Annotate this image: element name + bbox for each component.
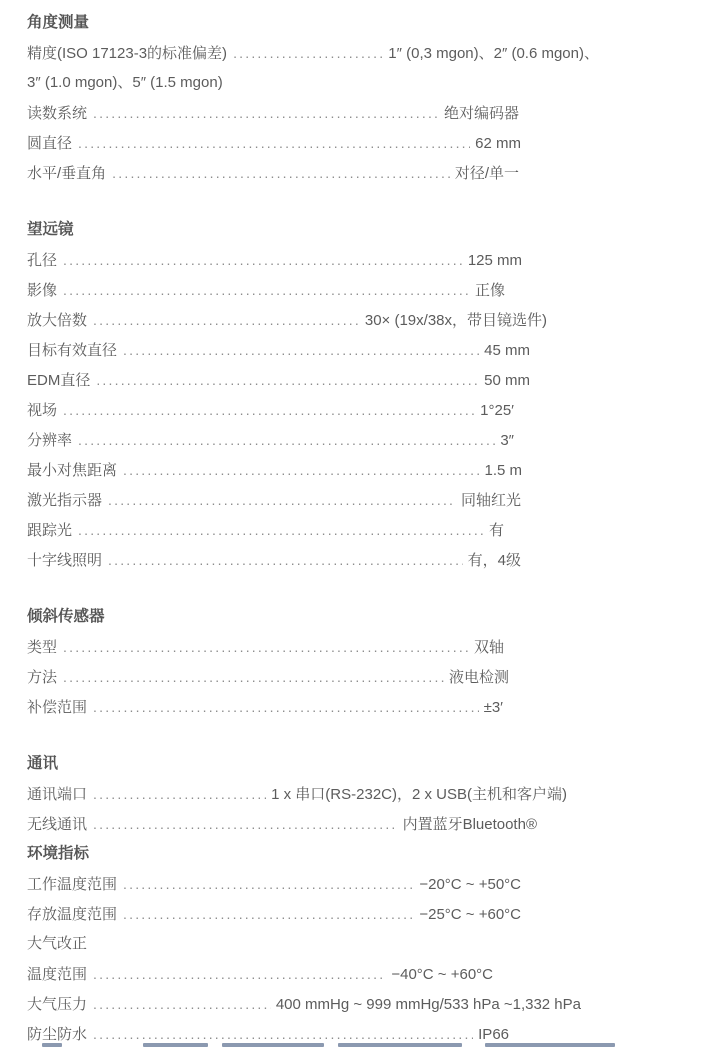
spec-label: 温度范围 xyxy=(27,966,88,983)
dot-leader xyxy=(63,275,470,306)
spec-label: 无线通讯 xyxy=(27,816,88,833)
spec-value: 50 mm xyxy=(484,372,530,389)
spec-label: 补偿范围 xyxy=(27,699,88,716)
spec-value: 400 mmHg ~ 999 mmHg/533 hPa ~1,332 hPa xyxy=(275,996,581,1013)
spec-label: 防尘防水 xyxy=(27,1026,88,1043)
spec-label: 工作温度范围 xyxy=(27,876,118,893)
spec-value: 1°25′ xyxy=(480,402,514,419)
spec-value: 对径/单一 xyxy=(454,165,519,182)
spec-value: 有，4级 xyxy=(467,552,521,569)
spec-label: 影像 xyxy=(27,282,58,299)
spec-row xyxy=(27,245,522,275)
text-row: 大气改正 xyxy=(27,935,88,952)
spec-value: −20°C ~ +50°C xyxy=(419,876,521,893)
dot-leader xyxy=(123,869,414,900)
spec-value: 45 mm xyxy=(484,342,530,359)
dot-leader xyxy=(123,335,479,366)
spec-value: IP66 xyxy=(478,1026,509,1043)
spec-label: 视场 xyxy=(27,402,58,419)
spec-value: −25°C ~ +60°C xyxy=(419,906,521,923)
spec-label: 跟踪光 xyxy=(27,522,73,539)
dot-leader xyxy=(93,989,271,1020)
spec-row xyxy=(27,632,504,662)
dot-leader xyxy=(63,662,444,693)
spec-row xyxy=(27,305,547,335)
dot-leader xyxy=(78,128,470,159)
spec-row xyxy=(27,545,521,575)
spec-value: 3″ xyxy=(500,432,514,449)
spec-value: 125 mm xyxy=(467,252,522,269)
spec-row xyxy=(27,899,521,929)
spec-label: 存放温度范围 xyxy=(27,906,118,923)
spec-row xyxy=(27,662,509,692)
section-title: 通讯 xyxy=(27,755,59,772)
spec-label: 十字线照明 xyxy=(27,552,103,569)
dot-leader xyxy=(112,158,450,189)
spec-value: 液电检测 xyxy=(448,669,509,686)
dot-leader xyxy=(93,779,266,810)
spec-row xyxy=(27,989,581,1019)
section-title: 角度测量 xyxy=(27,14,90,31)
text-row: 3″ (1.0 mgon)、5″ (1.5 mgon) xyxy=(27,74,223,91)
spec-value: ±3′ xyxy=(483,699,503,716)
dot-leader xyxy=(93,305,360,336)
spec-row xyxy=(27,98,519,128)
clipped-text-segment xyxy=(338,1043,462,1047)
spec-row xyxy=(27,335,530,365)
spec-value: 同轴红光 xyxy=(460,492,521,509)
spec-label: 方法 xyxy=(27,669,58,686)
spec-label: 读数系统 xyxy=(27,105,88,122)
clipped-next-text-line xyxy=(0,1043,725,1048)
spec-value: 有 xyxy=(488,522,504,539)
dot-leader xyxy=(63,632,469,663)
spec-value: 1″ (0,3 mgon)、2″ (0.6 mgon)、 xyxy=(388,45,599,62)
spec-row xyxy=(27,455,522,485)
spec-label: 类型 xyxy=(27,639,58,656)
dot-leader xyxy=(78,425,495,456)
spec-label: 分辨率 xyxy=(27,432,73,449)
dot-leader xyxy=(63,245,463,276)
spec-row xyxy=(27,425,514,455)
dot-leader xyxy=(93,959,386,990)
spec-label: 圆直径 xyxy=(27,135,73,152)
spec-row xyxy=(27,959,493,989)
spec-value: 内置蓝牙Bluetooth® xyxy=(402,816,537,833)
spec-row xyxy=(27,485,521,515)
spec-label: 最小对焦距离 xyxy=(27,462,118,479)
spec-label: 激光指示器 xyxy=(27,492,103,509)
spec-row xyxy=(27,869,521,899)
spec-row xyxy=(27,809,537,839)
dot-leader xyxy=(108,545,463,576)
spec-value: −40°C ~ +60°C xyxy=(391,966,493,983)
spec-row xyxy=(27,365,530,395)
spec-row xyxy=(27,38,599,68)
spec-value: 双轴 xyxy=(473,639,504,656)
spec-value: 绝对编码器 xyxy=(443,105,519,122)
spec-row xyxy=(27,779,567,809)
clipped-text-segment xyxy=(222,1043,324,1047)
spec-label: 目标有效直径 xyxy=(27,342,118,359)
clipped-text-segment xyxy=(42,1043,62,1047)
clipped-text-segment xyxy=(485,1043,615,1047)
spec-label: 水平/垂直角 xyxy=(27,165,107,182)
dot-leader xyxy=(78,515,484,546)
spec-label: 放大倍数 xyxy=(27,312,88,329)
spec-value: 1 x 串口(RS-232C)，2 x USB(主机和客户端) xyxy=(271,786,567,803)
dot-leader xyxy=(123,455,479,486)
section-title: 环境指标 xyxy=(27,845,90,862)
spec-value: 30× (19x/38x，带目镜选件) xyxy=(364,312,547,329)
dot-leader xyxy=(233,38,383,69)
dot-leader xyxy=(96,365,479,396)
spec-value: 1.5 m xyxy=(484,462,522,479)
spec-label: 精度(ISO 17123-3的标准偏差) xyxy=(27,45,228,62)
dot-leader xyxy=(93,98,439,129)
section-title: 望远镜 xyxy=(27,221,74,238)
spec-row xyxy=(27,515,504,545)
clipped-text-segment xyxy=(143,1043,208,1047)
spec-row xyxy=(27,128,521,158)
spec-row xyxy=(27,275,505,305)
spec-row xyxy=(27,158,519,188)
dot-leader xyxy=(123,899,414,930)
spec-label: 通讯端口 xyxy=(27,786,88,803)
spec-value: 62 mm xyxy=(475,135,521,152)
dot-leader xyxy=(63,395,475,426)
spec-label: 大气压力 xyxy=(27,996,88,1013)
dot-leader xyxy=(108,485,456,516)
spec-label: EDM直径 xyxy=(27,372,91,389)
section-title: 倾斜传感器 xyxy=(27,608,105,625)
spec-label: 孔径 xyxy=(27,252,58,269)
spec-row xyxy=(27,692,503,722)
dot-leader xyxy=(93,692,479,723)
dot-leader xyxy=(93,809,398,840)
spec-value: 正像 xyxy=(474,282,505,299)
spec-row xyxy=(27,395,514,425)
